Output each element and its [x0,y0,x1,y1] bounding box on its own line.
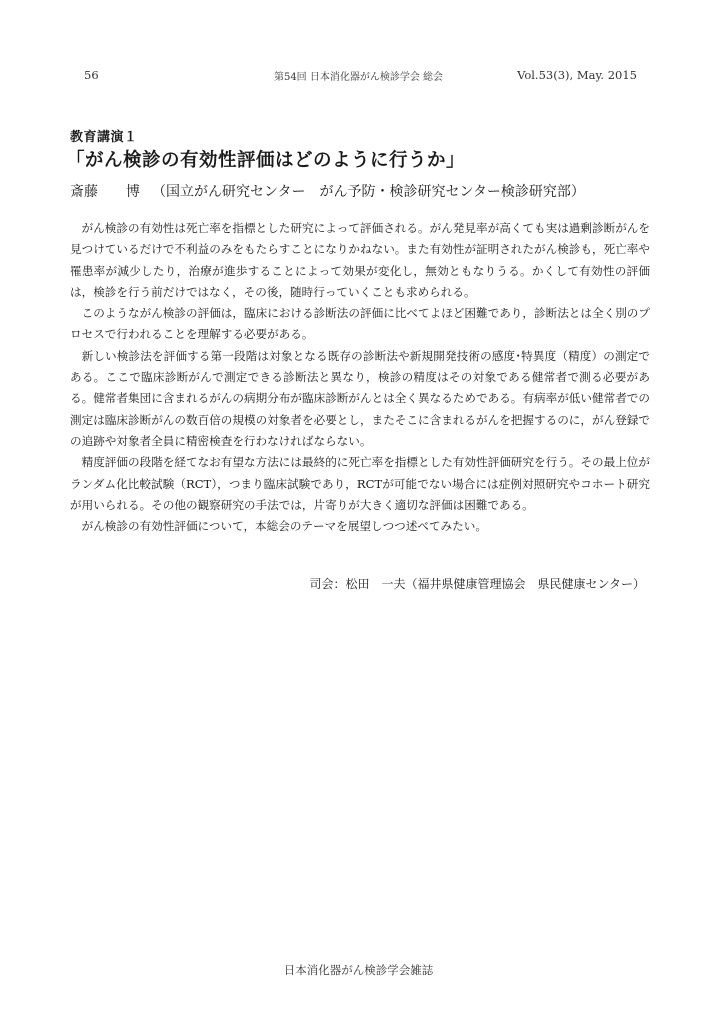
conference-name: 第54回 日本消化器がん検診学会 総会 [273,72,444,83]
speaker-line [70,181,585,201]
speaker-name: 斎藤 博 [70,184,140,200]
lecture-title: 「がん検診の有効性評価はどのように行うか」 [66,150,466,171]
paragraph: このようながん検診の評価は，臨床における診断法の評価に比べてよほど困難であり，診断法とは全く別のプロセスで行われることを理解する必要がある。 [70,306,650,342]
paragraph: がん検診の有効性評価について，本総会のテーマを展望しつつ述べてみたい。 [81,519,487,534]
paragraph: がん検診の有効性は死亡率を指標とした研究によって評価される。がん発見率が高くても実は過剰診断がんを見つけているだけで不利益のみをもたらすことになりかねない。また有効性が証明されたがん検診も，死亡率や罹患率が減少したり，治療が進歩することによって効果が変化し，無効ともなりうる。かくして有効性の評価は，検診を行う前だけではなく，その後，随時行っていくことも求められる。 [70,221,650,299]
section-label: 教育講演１ [70,130,138,145]
paragraph: 新しい検診法を評価する第一段階は対象となる既存の診断法や新規開発技術の感度･特異度（精度）の測定である。ここで臨床診断がんで測定できる診断法と異なり，検診の精度はその対象である健常者で測る必要がある。健常者集団に含まれるがんの病期分布が臨床診断がんとは全く異なるためである。有病率が低い健常者での測定は臨床診断がんの数百倍の規模の対象者を必要とし，またそこに含まれるがんを把握するのに，がん登録での追跡や対象者全員に精密検査を行わなければならない。 [70,348,650,448]
volume-info: Vol.53(3), May. 2015 [517,68,637,82]
page-number: 56 [84,68,99,82]
speaker-affiliation: （国立がん研究センター がん予防・検診研究センター検診研究部） [152,184,585,200]
abstract-body [70,218,650,537]
page-header [0,68,717,86]
moderator-line: 司会：松田 一夫（福井県健康管理協会 県民健康センター） [309,577,645,591]
paragraph: 精度評価の段階を経てなお有望な方法には最終的に死亡率を指標とした有効性評価研究を行う。その最上位がランダム化比較試験（RCT），つまり臨床試験であり，RCTが可能でない場合には症例対照研究やコホート研究が用いられる。その他の観察研究の手法では，片寄りが大きく適切な評価は困難である。 [70,455,650,512]
journal-footer: 日本消化器がん検診学会雑誌 [283,963,434,977]
